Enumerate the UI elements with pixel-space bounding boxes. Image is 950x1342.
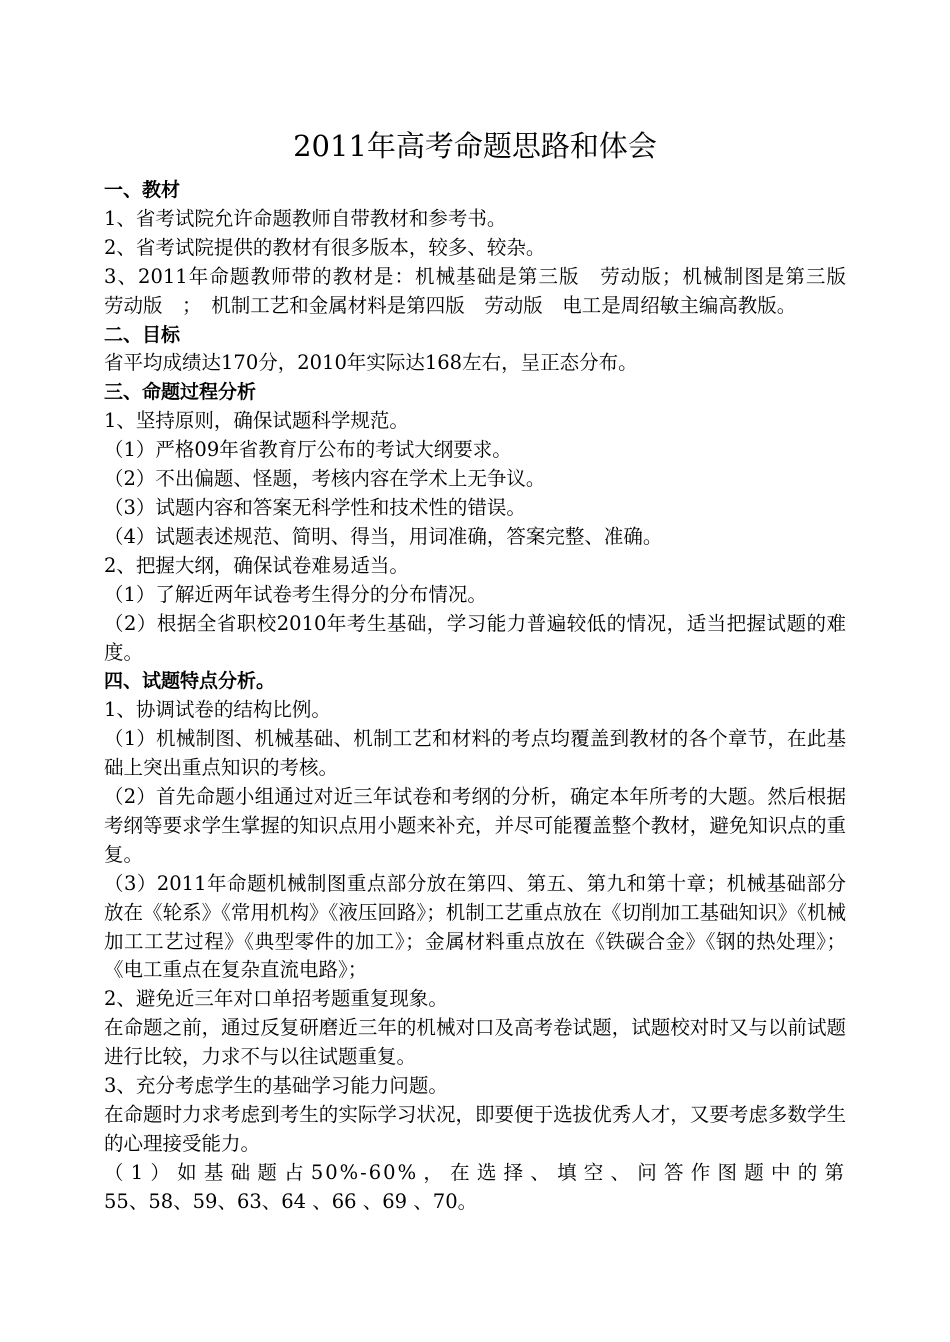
paragraph: （2）不出偏题、怪题，考核内容在学术上无争议。 — [104, 467, 546, 491]
paragraph: （1）机械制图、机械基础、机制工艺和材料的考点均覆盖到教材的各个章节，在此基础上突出重点知识的考核。 — [104, 727, 846, 780]
document-body — [104, 176, 866, 1217]
paragraph: 3、充分考虑学生的基础学习能力问题。 — [104, 1074, 448, 1098]
section-heading-textbook: 一、教材 — [104, 179, 181, 201]
paragraph: 3、2011年命题教师带的教材是：机械基础是第三版 劳动版；机械制图是第三版 劳动版 ； 机制工艺和金属材料是第四版 劳动版 电工是周绍敏主编高教版。 — [104, 264, 866, 317]
paragraph: 2、省考试院提供的教材有很多版本，较多、较杂。 — [104, 235, 546, 259]
paragraph: （2）根据全省职校2010年考生基础，学习能力普遍较低的情况，适当把握试题的难度。 — [104, 611, 846, 664]
paragraph: （2）首先命题小组通过对近三年试卷和考纲的分析，确定本年所考的大题。然后根据考纲等要求学生掌握的知识点用小题来补充，并尽可能覆盖整个教材，避免知识点的重复。 — [104, 785, 846, 866]
section-heading-process: 三、命题过程分析 — [104, 381, 257, 404]
paragraph: （3）2011年命题机械制图重点部分放在第四、第五、第九和第十章；机械基础部分放在《轮系》《常用机构》《液压回路》；机制工艺重点放在《切削加工基础知识》《机械加工工艺过程》《典型零件的加工》；金属材料重点放在《铁碳合金》《钢的热处理》；《电工重点在复杂直流电路》； — [104, 871, 846, 982]
paragraph: 55、58、59、63、64 、66 、69 、70。 — [104, 1189, 478, 1213]
paragraph: 2、把握大纲，确保试卷难易适当。 — [104, 553, 409, 577]
paragraph: 1、坚持原则，确保试题科学规范。 — [104, 409, 409, 433]
paragraph: （1）了解近两年试卷考生得分的分布情况。 — [104, 582, 487, 606]
paragraph: 在命题时力求考虑到考生的实际学习状况，即要便于选拔优秀人才，又要考虑多数学生的心理接受能力。 — [104, 1103, 846, 1155]
paragraph: 1、省考试院允许命题教师自带教材和参考书。 — [104, 206, 507, 230]
section-heading-goal: 二、目标 — [104, 323, 181, 346]
paragraph: 在命题之前，通过反复研磨近三年的机械对口及高考卷试题，试题校对时又与以前试题进行比较，力求不与以往试题重复。 — [104, 1016, 846, 1069]
paragraph: 1、协调试卷的结构比例。 — [104, 698, 331, 722]
section-heading-features: 四、试题特点分析。 — [104, 670, 276, 693]
paragraph: 省平均成绩达170分，2010年实际达168左右，呈正态分布。 — [104, 351, 638, 375]
paragraph: （1）严格09年省教育厅公布的考试大纲要求。 — [104, 438, 512, 462]
paragraph: 2、避免近三年对口单招考题重复现象。 — [104, 987, 448, 1011]
paragraph: （1）如基础题占50%-60%，在选择、填空、问答作图题中的第 — [104, 1160, 846, 1184]
paragraph: （4）试题表述规范、简明、得当，用词准确，答案完整、准确。 — [104, 524, 663, 548]
paragraph: （3）试题内容和答案无科学性和技术性的错误。 — [104, 495, 526, 519]
document-title: 2011年高考命题思路和体会 — [293, 129, 657, 163]
